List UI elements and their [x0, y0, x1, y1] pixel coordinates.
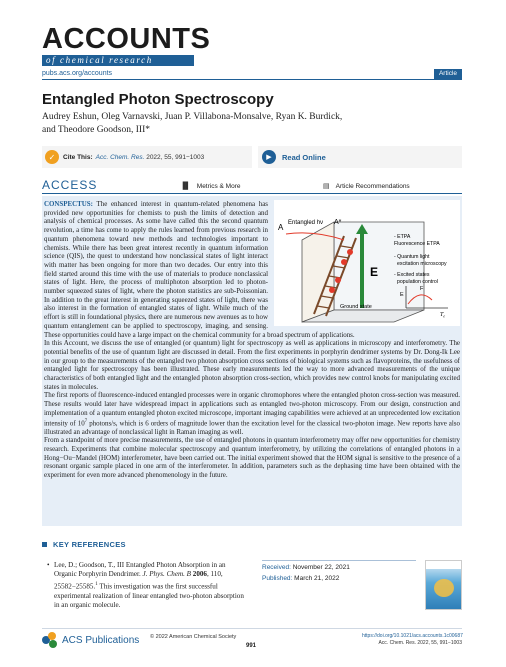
reference-journal-link[interactable]: J. Phys. Chem. B [142, 570, 191, 579]
figure-etpa-fluor-label: Fluorescence ETPA [394, 241, 440, 247]
author-line-2[interactable]: and Theodore Goodson, III* [42, 125, 150, 135]
copyright-notice: © 2022 American Chemical Society [150, 634, 237, 640]
recommendations-label: Article Recommendations [335, 182, 410, 190]
figure-a-label: A [278, 223, 284, 232]
metrics-label: Metrics & More [196, 182, 241, 190]
acs-hexagon-icon [42, 632, 58, 648]
toc-figure [274, 200, 460, 326]
figure-e-axis-label: E [400, 292, 404, 298]
acs-publications-logo[interactable] [42, 632, 139, 648]
metrics-link[interactable] [180, 182, 240, 190]
access-label: ACCESS [42, 178, 98, 192]
figure-ese-label-1: - Excited states [394, 272, 430, 278]
key-references-heading: KEY REFERENCES [42, 540, 126, 549]
journal-logo [42, 24, 242, 68]
article-type-badge: Article [434, 69, 462, 79]
access-bar [42, 178, 462, 194]
cite-ref-detail: 2022, 55, 991−1003 [146, 153, 205, 161]
abstract-text [44, 200, 460, 480]
read-online-icon: ▶ [262, 150, 276, 164]
cite-label: Cite This: [63, 153, 93, 161]
acs-publications-text: ACS Publications [62, 634, 140, 646]
cite-quote-icon: ✓ [45, 150, 59, 164]
header-divider [42, 79, 462, 80]
article-title: Entangled Photon Spectroscopy [42, 91, 274, 108]
figure-ground-state-label: Ground state [340, 304, 372, 310]
cover-header-band [426, 561, 461, 569]
page-number: 991 [246, 643, 257, 649]
footer-citation: Acc. Chem. Res. 2022, 55, 991−1003 [378, 639, 462, 646]
read-online-button[interactable] [258, 146, 462, 168]
abstract-paragraph-3: The first reports of fluorescence-induced entangled processes were in organic chromophores where the entangled photon cross-section was measured. These results would later have widespread impact in applications such as entangled two-photon microscopy. From our design, construction and implementation of a quantum entangled photon excited microscope, important imaging capabilities were achieved at an unprecedented low excitation intensity of $10^7$ photons/s, which is 6 orders of magnitude lower than the excitation level for the classical two-photon image. New reports have also illustrated an advantage of nonclassical light in Raman imaging as well. [44, 391, 460, 436]
journal-cover-thumbnail[interactable] [425, 560, 462, 610]
doi-link[interactable]: https://doi.org/10.1021/acs.accounts.1c00687 [362, 633, 463, 639]
figure-etpa-label: - ETPA [394, 234, 411, 240]
figure-a-star-label: A* [334, 219, 342, 226]
figure-ese-label-2: population control [397, 279, 438, 285]
abstract-paragraph-4: From a standpoint of more precise measurements, the use of entangled photons in quantum interferometry may offer new opportunities for chemistry research. Experiments that combine molecular spectroscopy and quantum interferometry, by utilizing the correlations of entangled photons in a Hong−Ou−Mandel (HOM) interferometer, have been carried out. The initial experiment showed that the HOM signal is sensitive to the presence of a resonant organic sample placed in one arm of the interferometer. In addition, parameters such as the dephasing time have been obtained with the experiment for even more advanced phenomenology in the future. [44, 436, 460, 480]
figure-f-label: F [420, 286, 424, 292]
author-line-1[interactable]: Audrey Eshun, Oleg Varnavski, Juan P. Villabona-Monsalve, Ryan K. Burdick, [42, 112, 343, 122]
conspectus-label: CONSPECTUS: [44, 200, 93, 208]
cover-art [434, 579, 454, 597]
key-reference-item: • Lee, D.; Goodson, T., III Entangled Photon Absorption in an Organic Porphyrin Dendrimer. J. Phys. Chem. B 2006, 110, 25582−25585.$^1$ This investigation was the first successful experimental realization of linear entangled two-photon absorption in an organic molecule. [47, 561, 244, 609]
read-online-label: Read Online [282, 152, 326, 162]
journal-url-link[interactable]: pubs.acs.org/accounts [42, 70, 113, 77]
figure-entangled-label: Entangled hν [288, 220, 324, 226]
figure-qle-label-1: - Quantum light [394, 254, 430, 260]
footer-divider [42, 628, 462, 629]
abstract-box [42, 196, 462, 526]
bar-chart-icon: ▐▌ [180, 182, 191, 190]
heading-square-icon [42, 542, 47, 547]
access-divider [42, 193, 462, 194]
figure-qle-label-2: excitation microscopy [397, 261, 447, 267]
journal-logo-sub: of chemical research [42, 55, 194, 66]
journal-logo-main: ACCOUNTS [42, 23, 211, 55]
toc-figure-graphic [274, 200, 460, 326]
article-list-icon: ▤ [323, 182, 330, 190]
author-list [42, 111, 382, 137]
recommendations-link[interactable] [323, 182, 410, 190]
published-date: Published: March 21, 2022 [262, 575, 340, 582]
figure-energy-label: E [370, 265, 379, 279]
cite-reference [96, 154, 205, 161]
reference-number[interactable]: 1 [95, 581, 98, 587]
received-date: Received: November 22, 2021 [262, 564, 350, 571]
dates-box [262, 560, 416, 588]
bullet-icon: • [47, 561, 50, 569]
doi-block [362, 633, 462, 646]
figure-te-label: $T_e$ [440, 312, 446, 319]
cite-this-box[interactable] [42, 146, 252, 168]
cite-journal: Acc. Chem. Res. [95, 153, 145, 161]
abstract-paragraph-2: In this Account, we discuss the use of entangled (or quantum) light for spectroscopy as well as applications in microscopy and interferometry. The potential benefits of the use of quantum light are discussed in detail. From the first experiments in porphyrin dendrimer systems by Dr. Dong-Ik Lee in our group to the measurements of the entangled two photon absorption cross sections of biological systems such as flavoproteins, the usefulness of entangled light for spectroscopy has been illustrated. These early measurements led the way to more advanced measurements of the unique characteristics of both entangled light and the entangled photon absorption cross-section, which provides new control knobs for manipulating excited states in molecules. [44, 339, 460, 391]
abstract-paragraph-1: CONSPECTUS: The enhanced interest in quantum-related phenomena has provided new opportunities for chemists to push the limits of detection and analysis of chemical processes. As some have called this the second quantum revolution, a time has come to apply the rules learned from previous research in quantum phenomena toward new methods and technologies important to chemists. While there has been great interest recently in quantum information science (QIS), the quest to understand how nonclassical states of light interact with matter has been ongoing for more than two decades. Our entry into this field started around this time with the use of materials to produce nonclassical states of light. Here, the process of multiphoton absorption led to photon-number squeezed states of light, where the photon statistics are sub-Poissonian. In addition to the great interest in generating squeezed states of light, there was also interest in the formation of entangled states of light. While much of the effort is still in foundational physics, there are numerous new avenues as to how quantum entanglement can be applied to spectroscopy, imaging, and sensing. These opportunities could have a large impact on the chemical community for a broad spectrum of applications. [44, 200, 355, 339]
